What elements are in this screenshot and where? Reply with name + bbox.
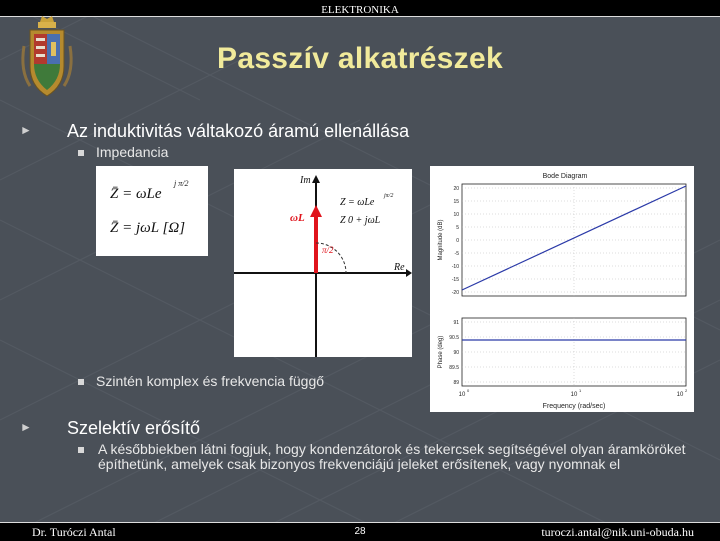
x-tick-exponent: 1 [579, 388, 582, 393]
wl-label: ωL [290, 212, 305, 224]
formula-complex: Z̄ = jωL [Ω] [110, 220, 186, 236]
square-bullet-icon [78, 379, 84, 385]
formula-exponent: j π/2 [174, 179, 189, 188]
x-tick-label: 10 [458, 392, 466, 398]
real-axis-arrow-icon [406, 269, 412, 277]
phasor-diagram [234, 169, 412, 357]
bode-title: Bode Diagram [542, 173, 588, 180]
x-tick-label: 10 [570, 392, 578, 398]
header-label: ELEKTRONIKA [321, 4, 399, 16]
x-tick-label: 10 [676, 392, 684, 398]
sub-bullet-impedance-text: Impedancia [96, 144, 169, 160]
x-tick-labels [459, 388, 688, 398]
footer-email: turoczi.antal@nik.uni-obuda.hu [541, 525, 694, 539]
square-bullet-icon [78, 447, 84, 453]
footer-author: Dr. Turóczi Antal [32, 525, 116, 539]
magnitude-tick-label: -5 [454, 251, 459, 257]
phase-tick-label: 89.5 [449, 365, 459, 371]
phase-tick-label: 90.5 [449, 335, 459, 341]
slide-title: Passzív alkatrészek [217, 42, 503, 75]
phasor-eq-complex: Z 0 + jωL [340, 215, 381, 226]
sub-bullet-complex [78, 373, 324, 389]
x-tick-exponent: 2 [685, 388, 688, 393]
magnitude-tick-label: 15 [453, 199, 459, 205]
magnitude-tick-label: -20 [451, 290, 459, 296]
frequency-axis-label: Frequency (rad/sec) [542, 403, 606, 410]
footer-page-number: 28 [354, 526, 366, 537]
sub-bullet-complex-text: Szintén komplex és frekvencia függő [96, 373, 325, 389]
magnitude-tick-label: -10 [451, 264, 459, 270]
formula-box [96, 166, 208, 256]
phasor-eq-exp: Z = ωLe [340, 197, 375, 208]
magnitude-tick-label: -15 [451, 277, 459, 283]
magnitude-axis-label: Magnitude (dB) [438, 219, 444, 261]
bode-diagram [430, 166, 694, 412]
re-label: Re [394, 262, 405, 273]
sub-bullet-impedance [78, 144, 168, 160]
magnitude-tick-label: 0 [456, 238, 459, 244]
phase-tick-label: 91 [453, 320, 459, 326]
phasor-eq-exp-superscript: jπ/2 [384, 193, 394, 199]
magnitude-tick-label: 20 [453, 186, 459, 192]
magnitude-tick-label: 5 [456, 225, 459, 231]
square-bullet-icon [78, 150, 84, 156]
im-label: Im [300, 175, 311, 186]
paragraph-text: A későbbiekben látni fogjuk, hogy kondenzátorok és tekercsek segítségével olyan áramköröket építhetünk, amelyek csak bizonyos frekvenciájú jeleket erősítenek, vagy nyomnak el [98, 441, 686, 472]
phasor-arrow-icon [310, 205, 322, 217]
bullet-arrow-icon: ► [20, 420, 32, 434]
bullet-selective-amplifier-text: Szelektív erősítő [67, 418, 201, 438]
phase-tick-label: 90 [453, 350, 459, 356]
phase-axis-label: Phase (deg) [438, 335, 444, 369]
magnitude-tick-label: 10 [453, 212, 459, 218]
formula-exponential: Z̄ = ωLe [110, 186, 162, 202]
header-bar [0, 0, 720, 17]
bullet-inductance-text: Az induktivitás váltakozó áramú ellenállása [67, 121, 410, 141]
imaginary-axis-arrow-icon [312, 175, 320, 183]
phase-tick-label: 89 [453, 380, 459, 386]
bullet-arrow-icon: ► [20, 123, 32, 137]
angle-label: π/2 [322, 245, 334, 255]
footer-bar [0, 522, 720, 541]
x-tick-exponent: 0 [467, 388, 470, 393]
